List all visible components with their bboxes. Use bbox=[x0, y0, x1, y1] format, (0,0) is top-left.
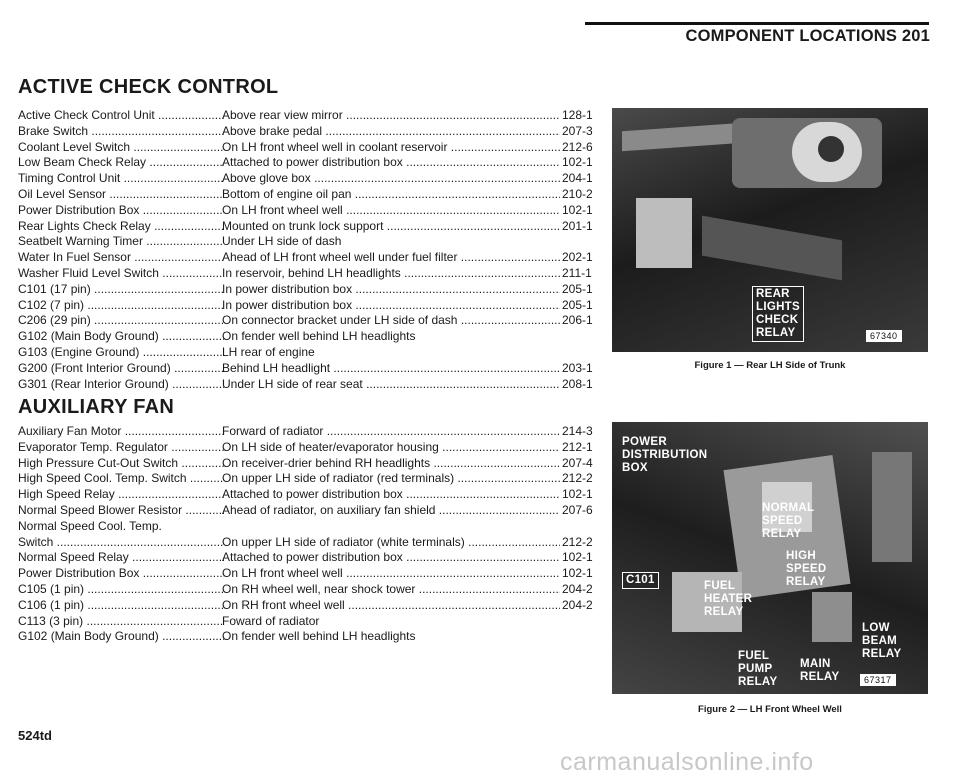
component-name: Oil Level Sensor ..... bbox=[18, 187, 224, 203]
page-reference: 102-1 bbox=[562, 487, 593, 502]
table-row bbox=[18, 155, 598, 171]
table-row bbox=[18, 566, 598, 582]
page-reference: 205-1 bbox=[562, 281, 593, 296]
table-row bbox=[18, 487, 598, 503]
page-reference: 202-1 bbox=[562, 250, 593, 265]
page-reference: 214-3 bbox=[562, 424, 593, 438]
figure-2-photo bbox=[612, 422, 928, 694]
page-reference: 204-2 bbox=[562, 597, 593, 612]
table-row bbox=[18, 471, 598, 487]
component-location: Attached to power distribution box ..... bbox=[222, 155, 560, 171]
component-location: Under LH side of rear seat ..... bbox=[222, 377, 560, 393]
component-name: Evaporator Temp. Regulator ..... bbox=[18, 440, 224, 456]
callout-fuel-pump-relay: FUEL PUMP RELAY bbox=[738, 650, 778, 688]
figure-1-photo bbox=[612, 108, 928, 352]
page-reference: 208-1 bbox=[562, 376, 593, 391]
component-location: Bottom of engine oil pan ..... bbox=[222, 187, 560, 203]
page-reference: 201-1 bbox=[562, 218, 593, 233]
footer-code: 524td bbox=[18, 728, 52, 743]
component-location: Behind LH headlight ..... bbox=[222, 361, 560, 377]
figure-2-caption: Figure 2 — LH Front Wheel Well bbox=[698, 704, 842, 715]
table-row bbox=[18, 535, 598, 551]
table-row bbox=[18, 377, 598, 393]
table-row bbox=[18, 582, 598, 598]
component-name: High Speed Relay ..... bbox=[18, 487, 224, 503]
page-reference: 102-1 bbox=[562, 566, 593, 581]
table-row bbox=[18, 203, 598, 219]
table-row bbox=[18, 614, 598, 630]
callout-fuel-heater-relay: FUEL HEATER RELAY bbox=[704, 580, 753, 618]
component-location: Attached to power distribution box ..... bbox=[222, 487, 560, 503]
component-name: Switch ..... bbox=[18, 535, 224, 551]
page-reference: 102-1 bbox=[562, 202, 593, 217]
component-name: Timing Control Unit ..... bbox=[18, 171, 224, 187]
component-location: On LH front wheel well ..... bbox=[222, 566, 560, 582]
table-row bbox=[18, 456, 598, 472]
page-reference: 207-3 bbox=[562, 123, 593, 138]
table-row bbox=[18, 361, 598, 377]
table-row bbox=[18, 503, 598, 519]
table-row bbox=[18, 298, 598, 314]
component-location: Above glove box ..... bbox=[222, 171, 560, 187]
component-name: C113 (3 pin) ..... bbox=[18, 614, 224, 630]
component-location: On LH front wheel well in coolant reservoir ..... bbox=[222, 140, 560, 156]
component-name: G200 (Front Interior Ground) ..... bbox=[18, 361, 224, 377]
component-location: Mounted on trunk lock support ..... bbox=[222, 219, 560, 235]
component-location: In reservoir, behind LH headlights ..... bbox=[222, 266, 560, 282]
table-row bbox=[18, 187, 598, 203]
component-name: G102 (Main Body Ground) ..... bbox=[18, 629, 224, 645]
page-reference: 211-1 bbox=[562, 265, 592, 280]
component-name: C102 (7 pin) ..... bbox=[18, 298, 224, 314]
table-row bbox=[18, 108, 598, 124]
watermark: carmanualsonline.info bbox=[560, 748, 814, 776]
table-row bbox=[18, 550, 598, 566]
figure-2-photo-number: 67317 bbox=[860, 674, 896, 686]
callout-main-relay: MAIN RELAY bbox=[800, 658, 840, 683]
component-name: G102 (Main Body Ground) ..... bbox=[18, 329, 224, 345]
table-row bbox=[18, 629, 598, 645]
component-name: Seatbelt Warning Timer ..... bbox=[18, 234, 224, 250]
component-name: Rear Lights Check Relay ..... bbox=[18, 219, 224, 235]
component-location: On fender well behind LH headlights bbox=[222, 329, 416, 344]
component-name: Normal Speed Relay ..... bbox=[18, 550, 224, 566]
table-row bbox=[18, 424, 598, 440]
table-row bbox=[18, 282, 598, 298]
component-location: In power distribution box ..... bbox=[222, 298, 560, 314]
component-name: Low Beam Check Relay ..... bbox=[18, 155, 224, 171]
component-location: Above brake pedal ..... bbox=[222, 124, 560, 140]
component-name: Power Distribution Box ..... bbox=[18, 566, 224, 582]
table-row bbox=[18, 234, 598, 250]
table-row bbox=[18, 440, 598, 456]
component-location: On LH side of heater/evaporator housing ..... bbox=[222, 440, 560, 456]
component-name: Normal Speed Blower Resistor ..... bbox=[18, 503, 224, 519]
component-location: On upper LH side of radiator (white terminals) ..... bbox=[222, 535, 560, 551]
active-check-control-table bbox=[18, 108, 598, 392]
page-reference: 207-6 bbox=[562, 502, 593, 517]
component-name: Brake Switch ..... bbox=[18, 124, 224, 140]
table-row bbox=[18, 171, 598, 187]
table-row bbox=[18, 329, 598, 345]
component-name: G301 (Rear Interior Ground) ..... bbox=[18, 377, 224, 393]
page-reference: 204-2 bbox=[562, 581, 593, 596]
component-location: On RH wheel well, near shock tower ..... bbox=[222, 582, 560, 598]
header-rule bbox=[585, 22, 929, 25]
component-location: On fender well behind LH headlights bbox=[222, 629, 416, 644]
component-name: Water In Fuel Sensor ..... bbox=[18, 250, 224, 266]
component-location: On LH front wheel well ..... bbox=[222, 203, 560, 219]
callout-power-distribution-box: POWER DISTRIBUTION BOX bbox=[622, 436, 708, 474]
component-name: Power Distribution Box ..... bbox=[18, 203, 224, 219]
callout-c101: C101 bbox=[622, 572, 659, 589]
callout-rear-lights-check-relay: REAR LIGHTS CHECK RELAY bbox=[752, 286, 804, 342]
table-row bbox=[18, 598, 598, 614]
section-title-active-check-control: ACTIVE CHECK CONTROL bbox=[18, 76, 279, 98]
component-location: Under LH side of dash bbox=[222, 234, 342, 249]
callout-high-speed-relay: HIGH SPEED RELAY bbox=[786, 550, 827, 588]
page-reference: 206-1 bbox=[562, 313, 593, 328]
page-reference: 210-2 bbox=[562, 186, 593, 201]
auxiliary-fan-table bbox=[18, 424, 598, 645]
table-row bbox=[18, 124, 598, 140]
component-location: On receiver-drier behind RH headlights ..... bbox=[222, 456, 560, 472]
table-row bbox=[18, 313, 598, 329]
component-name: C101 (17 pin) ..... bbox=[18, 282, 224, 298]
page-reference: 128-1 bbox=[562, 108, 593, 122]
component-location: On connector bracket under LH side of dash ..... bbox=[222, 313, 560, 329]
component-location: Forward of radiator ..... bbox=[222, 424, 560, 440]
page-reference: 102-1 bbox=[562, 550, 593, 565]
table-row bbox=[18, 140, 598, 156]
component-location: Attached to power distribution box ..... bbox=[222, 550, 560, 566]
page-reference: 204-1 bbox=[562, 171, 593, 186]
page-reference: 212-1 bbox=[562, 439, 593, 454]
page-reference: 205-1 bbox=[562, 297, 593, 312]
component-location: On RH front wheel well ..... bbox=[222, 598, 560, 614]
component-location: On upper LH side of radiator (red terminals) ..... bbox=[222, 471, 560, 487]
callout-low-beam-relay: LOW BEAM RELAY bbox=[862, 622, 902, 660]
page-reference: 212-6 bbox=[562, 139, 593, 154]
table-row bbox=[18, 219, 598, 235]
component-location: Ahead of radiator, on auxiliary fan shield ..... bbox=[222, 503, 560, 519]
table-row bbox=[18, 250, 598, 266]
page-reference: 212-2 bbox=[562, 534, 593, 549]
component-location: Above rear view mirror ..... bbox=[222, 108, 560, 124]
running-head: COMPONENT LOCATIONS 201 bbox=[685, 27, 930, 45]
figure-1-photo-number: 67340 bbox=[866, 330, 902, 342]
page-reference: 212-2 bbox=[562, 471, 593, 486]
section-title-auxiliary-fan: AUXILIARY FAN bbox=[18, 396, 175, 418]
component-location: Ahead of LH front wheel well under fuel filter ..... bbox=[222, 250, 560, 266]
component-name: C106 (1 pin) ..... bbox=[18, 598, 224, 614]
component-name: Washer Fluid Level Switch ..... bbox=[18, 266, 224, 282]
component-name: G103 (Engine Ground) ..... bbox=[18, 345, 224, 361]
page-reference: 203-1 bbox=[562, 360, 593, 375]
page-reference: 102-1 bbox=[562, 155, 593, 170]
component-name: High Pressure Cut-Out Switch ..... bbox=[18, 456, 224, 472]
component-location: In power distribution box ..... bbox=[222, 282, 560, 298]
component-name: C105 (1 pin) ..... bbox=[18, 582, 224, 598]
component-name: Auxiliary Fan Motor ..... bbox=[18, 424, 224, 440]
callout-normal-speed-relay: NORMAL SPEED RELAY bbox=[762, 502, 815, 540]
figure-1-caption: Figure 1 — Rear LH Side of Trunk bbox=[694, 360, 846, 371]
table-row bbox=[18, 345, 598, 361]
table-row bbox=[18, 519, 598, 535]
table-row bbox=[18, 266, 598, 282]
component-location: Foward of radiator bbox=[222, 613, 320, 628]
page-reference: 207-4 bbox=[562, 455, 593, 470]
component-location: LH rear of engine bbox=[222, 344, 315, 359]
component-name: Active Check Control Unit ..... bbox=[18, 108, 224, 124]
component-name: C206 (29 pin) ..... bbox=[18, 313, 224, 329]
component-name: Coolant Level Switch ..... bbox=[18, 140, 224, 156]
component-name: High Speed Cool. Temp. Switch ..... bbox=[18, 471, 224, 487]
component-name: Normal Speed Cool. Temp. bbox=[18, 518, 162, 533]
